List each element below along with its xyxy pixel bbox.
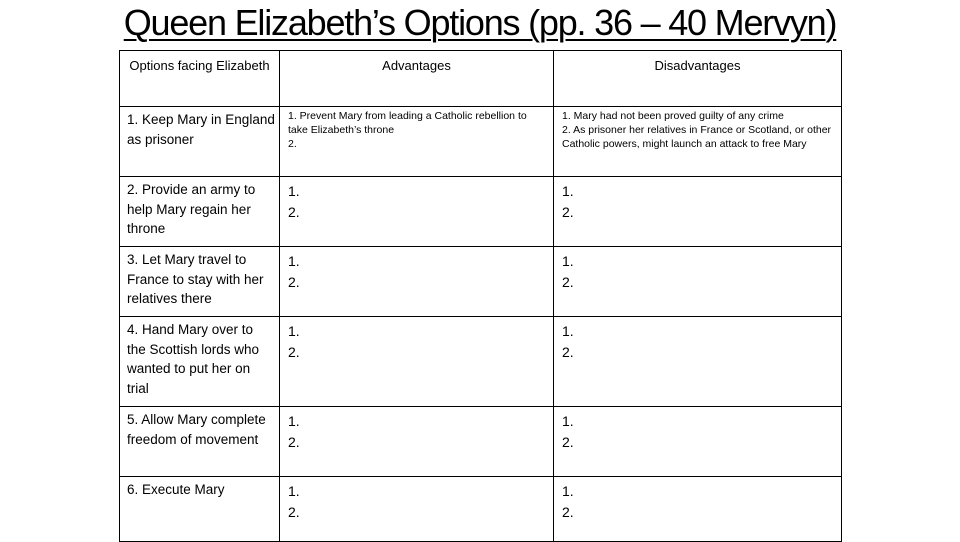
advantages-cell bbox=[280, 247, 554, 317]
advantage-item: 2. bbox=[288, 344, 300, 360]
disadvantage-item: 2. bbox=[562, 274, 574, 290]
table-row bbox=[120, 317, 842, 407]
disadvantage-item: 2. bbox=[562, 504, 574, 520]
option-cell: 5. Allow Mary complete freedom of movement bbox=[120, 407, 280, 477]
advantage-item: 1. bbox=[288, 253, 300, 269]
advantages-cell bbox=[280, 477, 554, 542]
option-cell: 3. Let Mary travel to France to stay with her relatives there bbox=[120, 247, 280, 317]
disadvantage-item: 1. bbox=[562, 413, 574, 429]
disadvantages-cell bbox=[554, 107, 842, 177]
table-row bbox=[120, 107, 842, 177]
disadvantage-item: 1. Mary had not been proved guilty of any crime bbox=[562, 110, 784, 122]
header-options: Options facing Elizabeth bbox=[120, 51, 280, 107]
table-row bbox=[120, 177, 842, 247]
disadvantage-item: 1. bbox=[562, 253, 574, 269]
option-cell: 1. Keep Mary in England as prisoner bbox=[120, 107, 280, 177]
table-row bbox=[120, 247, 842, 317]
advantage-item: 1. bbox=[288, 323, 300, 339]
disadvantage-item: 2. bbox=[562, 344, 574, 360]
disadvantage-item: 2. bbox=[562, 204, 574, 220]
disadvantages-cell bbox=[554, 317, 842, 407]
option-cell: 4. Hand Mary over to the Scottish lords who wanted to put her on trial bbox=[120, 317, 280, 407]
advantage-item: 1. bbox=[288, 483, 300, 499]
disadvantage-item: 2. As prisoner her relatives in France or Scotland, or other Catholic powers, might launch an attack to free Mary bbox=[562, 124, 832, 150]
disadvantage-item: 1. bbox=[562, 183, 574, 199]
advantage-item: 2. bbox=[288, 434, 300, 450]
advantage-item: 1. bbox=[288, 413, 300, 429]
advantage-item: 2. bbox=[288, 138, 297, 150]
table-header-row bbox=[120, 51, 842, 107]
disadvantage-item: 1. bbox=[562, 323, 574, 339]
table-row bbox=[120, 407, 842, 477]
advantages-cell bbox=[280, 317, 554, 407]
disadvantage-item: 1. bbox=[562, 483, 574, 499]
options-table bbox=[119, 50, 842, 542]
advantage-item: 2. bbox=[288, 504, 300, 520]
option-cell: 2. Provide an army to help Mary regain her throne bbox=[120, 177, 280, 247]
advantages-cell bbox=[280, 177, 554, 247]
option-cell: 6. Execute Mary bbox=[120, 477, 280, 542]
disadvantages-cell bbox=[554, 177, 842, 247]
advantage-item: 1. Prevent Mary from leading a Catholic rebellion to take Elizabeth’s throne bbox=[288, 110, 527, 136]
disadvantages-cell bbox=[554, 477, 842, 542]
disadvantages-cell bbox=[554, 407, 842, 477]
slide-title: Queen Elizabeth’s Options (pp. 36 – 40 Mervyn) bbox=[123, 2, 837, 43]
disadvantages-cell bbox=[554, 247, 842, 317]
header-disadvantages: Disadvantages bbox=[554, 51, 842, 107]
advantage-item: 1. bbox=[288, 183, 300, 199]
advantage-item: 2. bbox=[288, 204, 300, 220]
table-row bbox=[120, 477, 842, 542]
advantages-cell bbox=[280, 407, 554, 477]
header-advantages: Advantages bbox=[280, 51, 554, 107]
advantage-item: 2. bbox=[288, 274, 300, 290]
disadvantage-item: 2. bbox=[562, 434, 574, 450]
advantages-cell bbox=[280, 107, 554, 177]
